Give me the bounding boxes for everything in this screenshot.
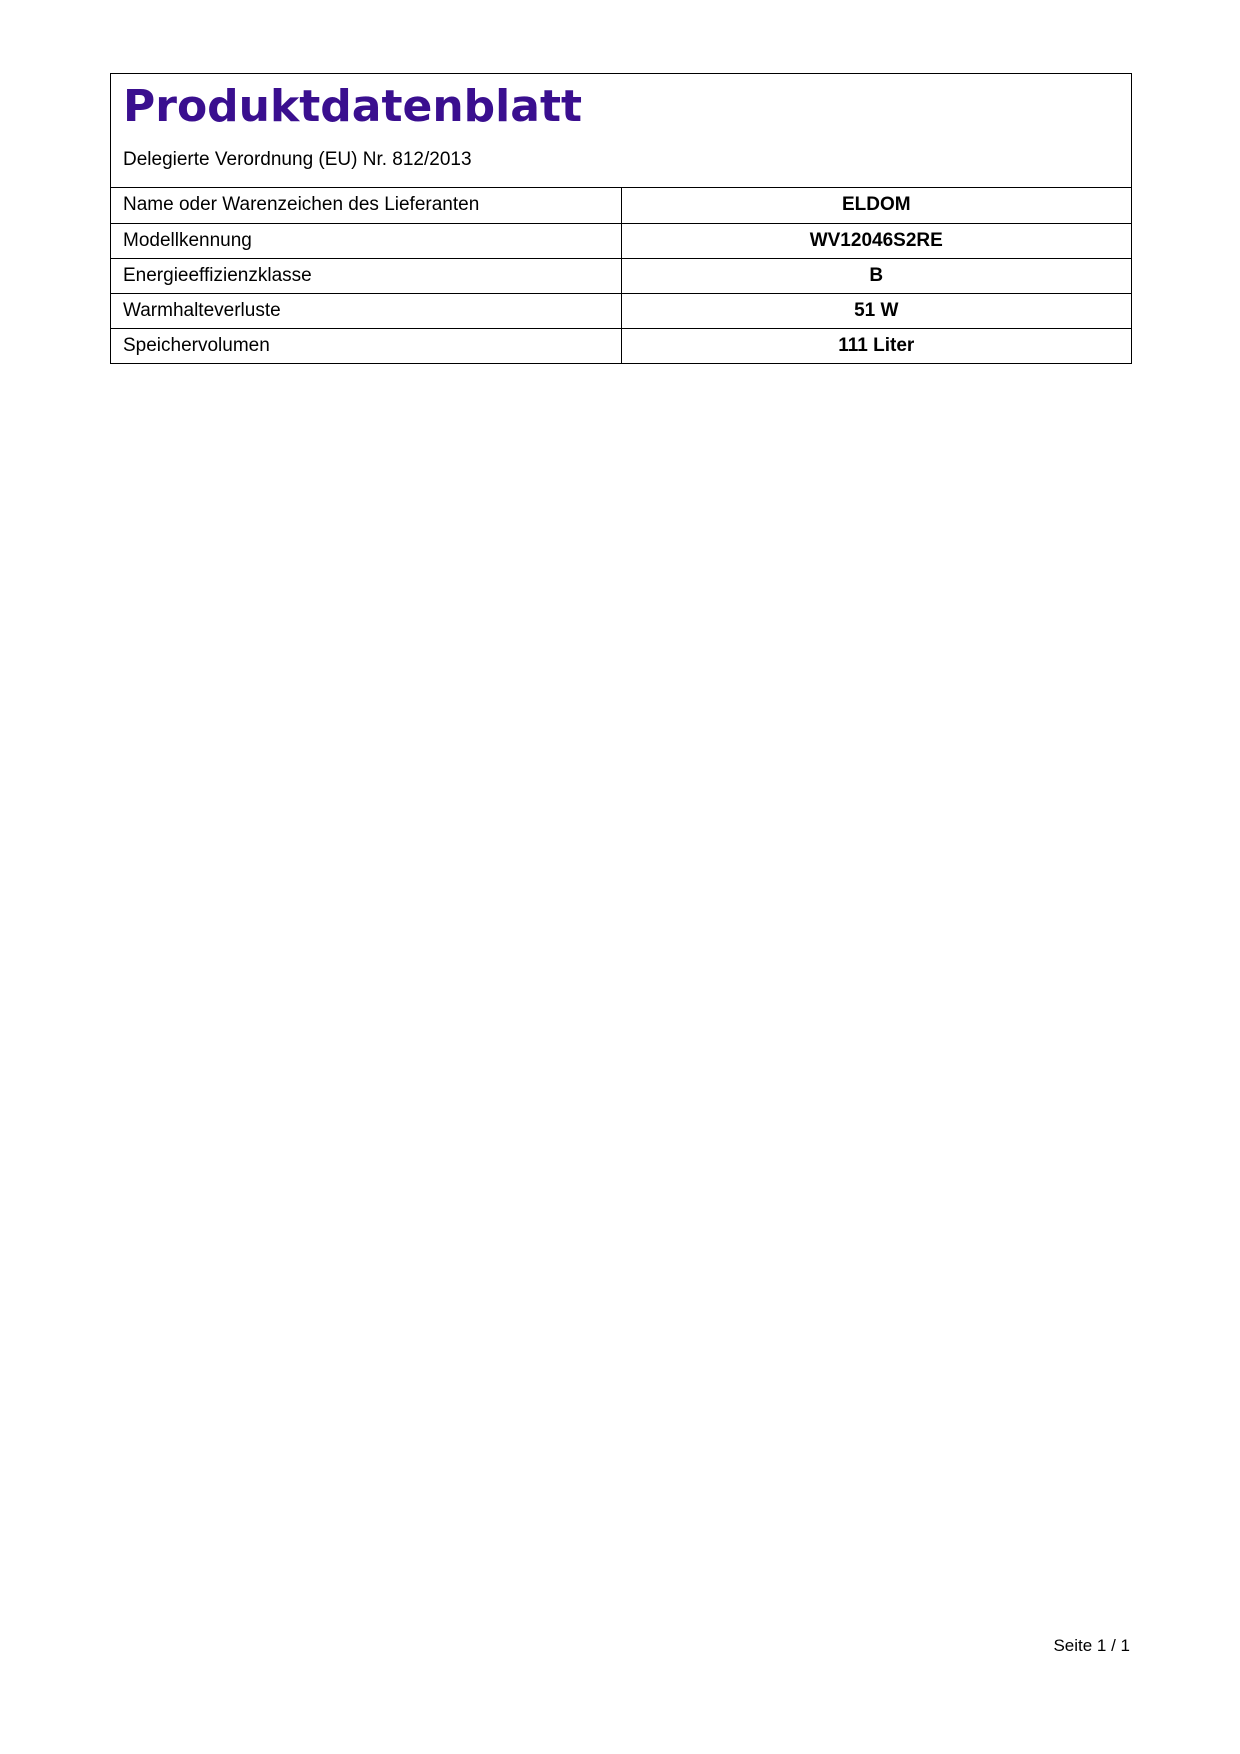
row-value: 111 Liter [621, 328, 1131, 363]
page-number: Seite 1 / 1 [1053, 1636, 1130, 1655]
product-data-table [111, 188, 1131, 363]
sheet-header [111, 74, 1131, 188]
row-label: Modellkennung [111, 223, 621, 258]
table-row [111, 293, 1131, 328]
regulation-reference: Delegierte Verordnung (EU) Nr. 812/2013 [123, 149, 472, 170]
table-row [111, 258, 1131, 293]
page-title: Produktdatenblatt [123, 81, 583, 132]
row-value: ELDOM [841, 194, 911, 216]
product-data-sheet [110, 73, 1132, 364]
table-row [111, 223, 1131, 258]
row-label: Energieeffizienzklasse [111, 258, 621, 293]
row-value: B [621, 258, 1131, 293]
row-label: Name oder Warenzeichen des Lieferanten [111, 188, 621, 223]
row-label: Speichervolumen [111, 328, 621, 363]
table-row [111, 328, 1131, 363]
row-value: 51 W [621, 293, 1131, 328]
row-value: WV12046S2RE [621, 223, 1131, 258]
row-label: Warmhalteverluste [111, 293, 621, 328]
table-row [111, 188, 1131, 223]
